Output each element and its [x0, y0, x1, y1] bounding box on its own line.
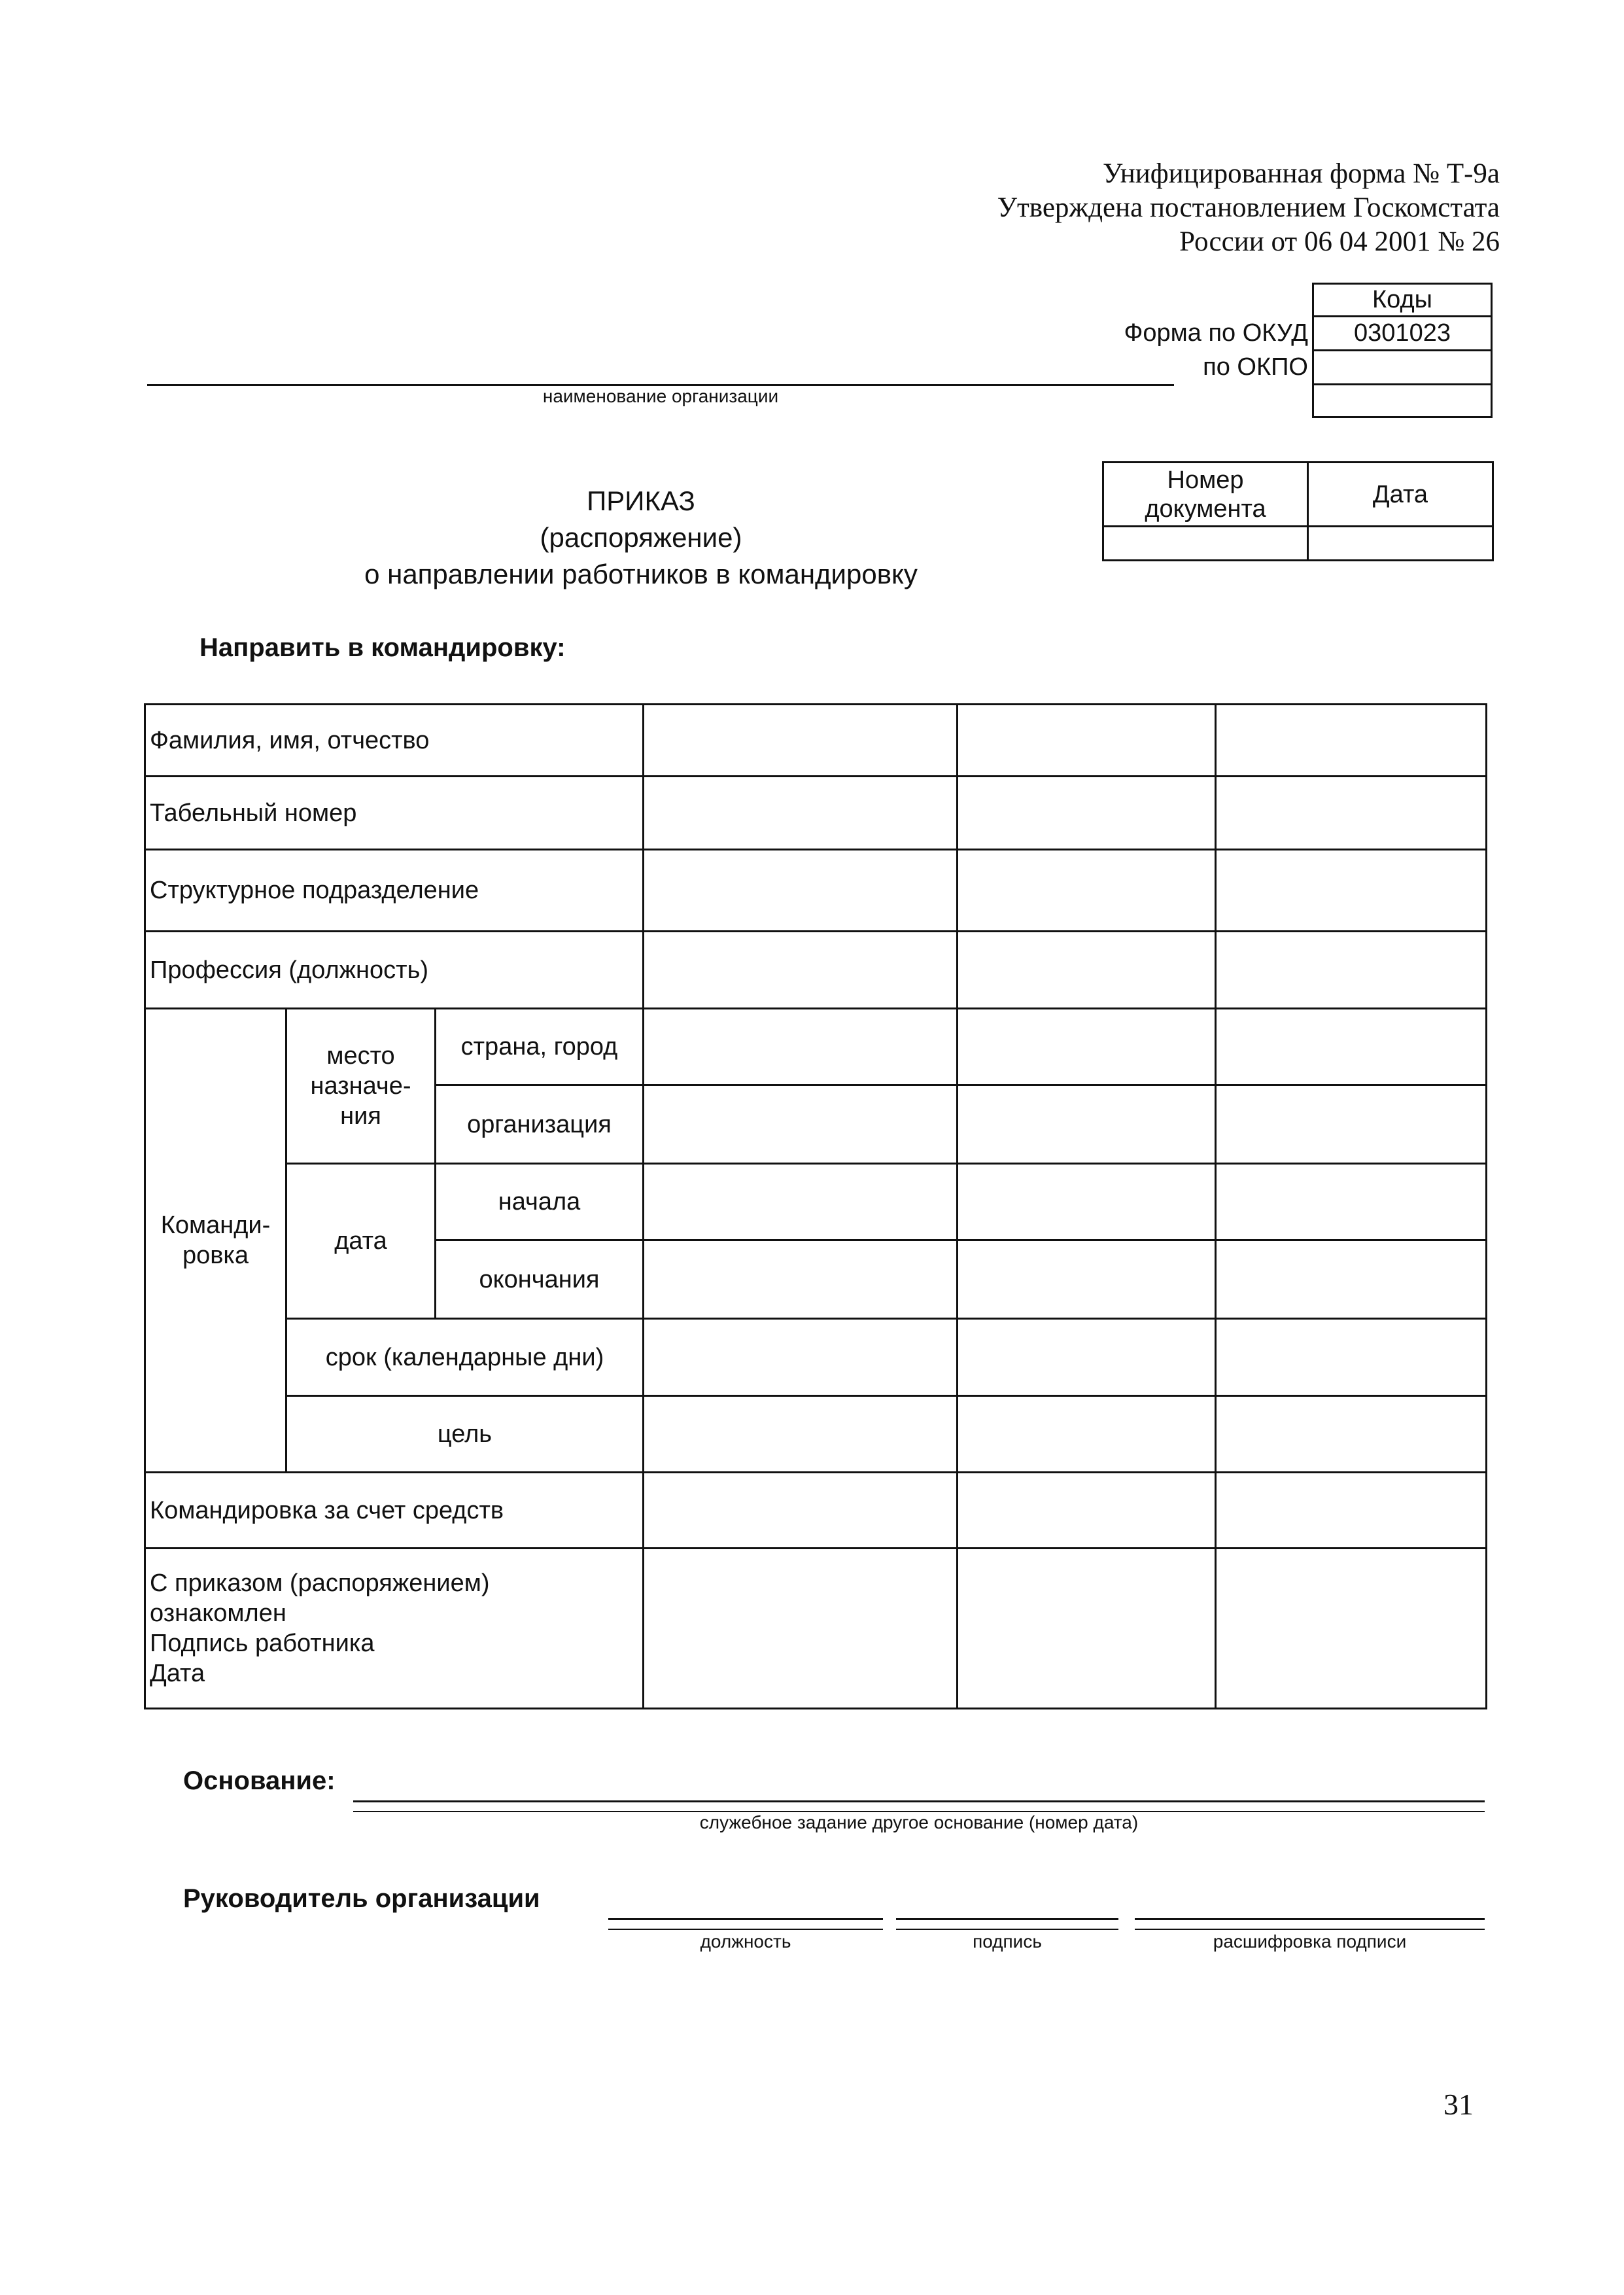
position-line[interactable]	[608, 1918, 883, 1920]
signature-caption: подпись	[973, 1931, 1042, 1952]
row-label-goal: цель	[286, 1396, 644, 1473]
table-row	[145, 1549, 1487, 1709]
table-row	[145, 1164, 1487, 1240]
cell-input[interactable]	[644, 1396, 958, 1473]
cell-input[interactable]	[958, 1009, 1216, 1085]
cell-input[interactable]	[958, 932, 1216, 1009]
cell-input[interactable]	[958, 1396, 1216, 1473]
ack-line-2: ознакомлен	[150, 1600, 286, 1627]
cell-input[interactable]	[644, 1009, 958, 1085]
cell-input[interactable]	[1216, 1009, 1487, 1085]
cell-input[interactable]	[1216, 932, 1487, 1009]
cell-input[interactable]	[644, 1549, 958, 1709]
doc-number-header	[1103, 463, 1308, 527]
row-label-funds: Командировка за счет средств	[145, 1473, 644, 1549]
row-label-trip	[145, 1009, 286, 1473]
row-label-org: организация	[436, 1085, 644, 1164]
cell-input[interactable]	[1216, 777, 1487, 850]
cell-input[interactable]	[958, 1473, 1216, 1549]
doc-date-value[interactable]	[1308, 527, 1493, 561]
cell-input[interactable]	[958, 1164, 1216, 1240]
okud-value[interactable]: 0301023	[1313, 317, 1492, 351]
head-label: Руководитель организации	[183, 1884, 540, 1913]
cell-input[interactable]	[958, 1085, 1216, 1164]
signature-line-2	[896, 1929, 1118, 1930]
cell-input[interactable]	[1216, 1549, 1487, 1709]
table-row	[145, 850, 1487, 932]
table-row	[145, 777, 1487, 850]
row-label-ack	[145, 1549, 644, 1709]
row-label-dept: Структурное подразделение	[145, 850, 644, 932]
table-row	[145, 1396, 1487, 1473]
row-label-tab: Табельный номер	[145, 777, 644, 850]
place-label-2: назначе-	[310, 1072, 411, 1100]
codes-empty-cell[interactable]	[1313, 385, 1492, 417]
decoding-caption: расшифровка подписи	[1213, 1931, 1407, 1952]
doc-number-date-table	[1102, 461, 1494, 561]
row-label-prof: Профессия (должность)	[145, 932, 644, 1009]
page-number: 31	[1443, 2088, 1474, 2121]
cell-input[interactable]	[958, 850, 1216, 932]
doc-number-value[interactable]	[1103, 527, 1308, 561]
cell-input[interactable]	[644, 1319, 958, 1396]
cell-input[interactable]	[644, 705, 958, 777]
cell-input[interactable]	[1216, 1396, 1487, 1473]
org-caption: наименование организации	[542, 386, 779, 406]
cell-input[interactable]	[1216, 1164, 1487, 1240]
cell-input[interactable]	[1216, 850, 1487, 932]
ack-line-1: С приказом (распоряжением)	[150, 1569, 490, 1597]
basis-line[interactable]	[353, 1800, 1485, 1802]
doc-number-label-2: документа	[1145, 495, 1266, 523]
okud-label: Форма по ОКУД	[1124, 319, 1308, 347]
cell-input[interactable]	[644, 1085, 958, 1164]
row-label-country: страна, город	[436, 1009, 644, 1085]
cell-input[interactable]	[644, 777, 958, 850]
place-label-1: место	[326, 1042, 395, 1070]
trip-table	[144, 703, 1487, 1709]
ack-line-4: Дата	[150, 1660, 205, 1687]
trip-label: Команди-ровка	[160, 1212, 271, 1269]
basis-label: Основание:	[183, 1766, 336, 1795]
decoding-line-2	[1135, 1929, 1485, 1930]
cell-input[interactable]	[1216, 1240, 1487, 1319]
form-number: Унифицированная форма № Т-9а	[1103, 158, 1500, 189]
decoding-line[interactable]	[1135, 1918, 1485, 1920]
form-header	[846, 157, 1500, 259]
cell-input[interactable]	[644, 1164, 958, 1240]
title-order-type: (распоряжение)	[540, 522, 742, 553]
row-label-end: окончания	[436, 1240, 644, 1319]
title-subject: о направлении работников в командировку	[364, 559, 918, 589]
doc-date-header: Дата	[1308, 463, 1493, 527]
cell-input[interactable]	[1216, 705, 1487, 777]
cell-input[interactable]	[958, 1549, 1216, 1709]
table-row	[145, 932, 1487, 1009]
codes-head: Коды	[1313, 284, 1492, 317]
table-row	[145, 1473, 1487, 1549]
row-label-fio: Фамилия, имя, отчество	[145, 705, 644, 777]
cell-input[interactable]	[958, 1319, 1216, 1396]
title-prikaz: ПРИКАЗ	[587, 485, 695, 516]
position-caption: должность	[700, 1931, 791, 1952]
place-label	[286, 1009, 436, 1164]
cell-input[interactable]	[958, 777, 1216, 850]
table-row	[145, 1319, 1487, 1396]
cell-input[interactable]	[1216, 1473, 1487, 1549]
row-label-start: начала	[436, 1164, 644, 1240]
position-line-2	[608, 1929, 883, 1930]
okpo-label: по ОКПО	[1203, 353, 1308, 381]
okpo-value[interactable]	[1313, 351, 1492, 385]
place-label-3: ния	[340, 1102, 381, 1130]
approval-date: России от 06 04 2001 № 26	[1179, 226, 1500, 257]
doc-number-label-1: Номер	[1167, 466, 1244, 494]
date-label: дата	[286, 1164, 436, 1319]
table-row	[145, 705, 1487, 777]
cell-input[interactable]	[644, 1240, 958, 1319]
signature-line[interactable]	[896, 1918, 1118, 1920]
cell-input[interactable]	[644, 932, 958, 1009]
cell-input[interactable]	[958, 1240, 1216, 1319]
cell-input[interactable]	[644, 850, 958, 932]
cell-input[interactable]	[644, 1473, 958, 1549]
approval-line: Утверждена постановлением Госкомстата	[997, 192, 1500, 223]
cell-input[interactable]	[1216, 1085, 1487, 1164]
cell-input[interactable]	[1216, 1319, 1487, 1396]
table-row	[145, 1009, 1487, 1085]
send-label: Направить в командировку:	[199, 633, 566, 662]
ack-line-3: Подпись работника	[150, 1630, 375, 1657]
cell-input[interactable]	[958, 705, 1216, 777]
row-label-term: срок (календарные дни)	[286, 1319, 644, 1396]
order-title	[249, 483, 1033, 593]
basis-caption: служебное задание другое основание (номер дата)	[699, 1812, 1139, 1832]
